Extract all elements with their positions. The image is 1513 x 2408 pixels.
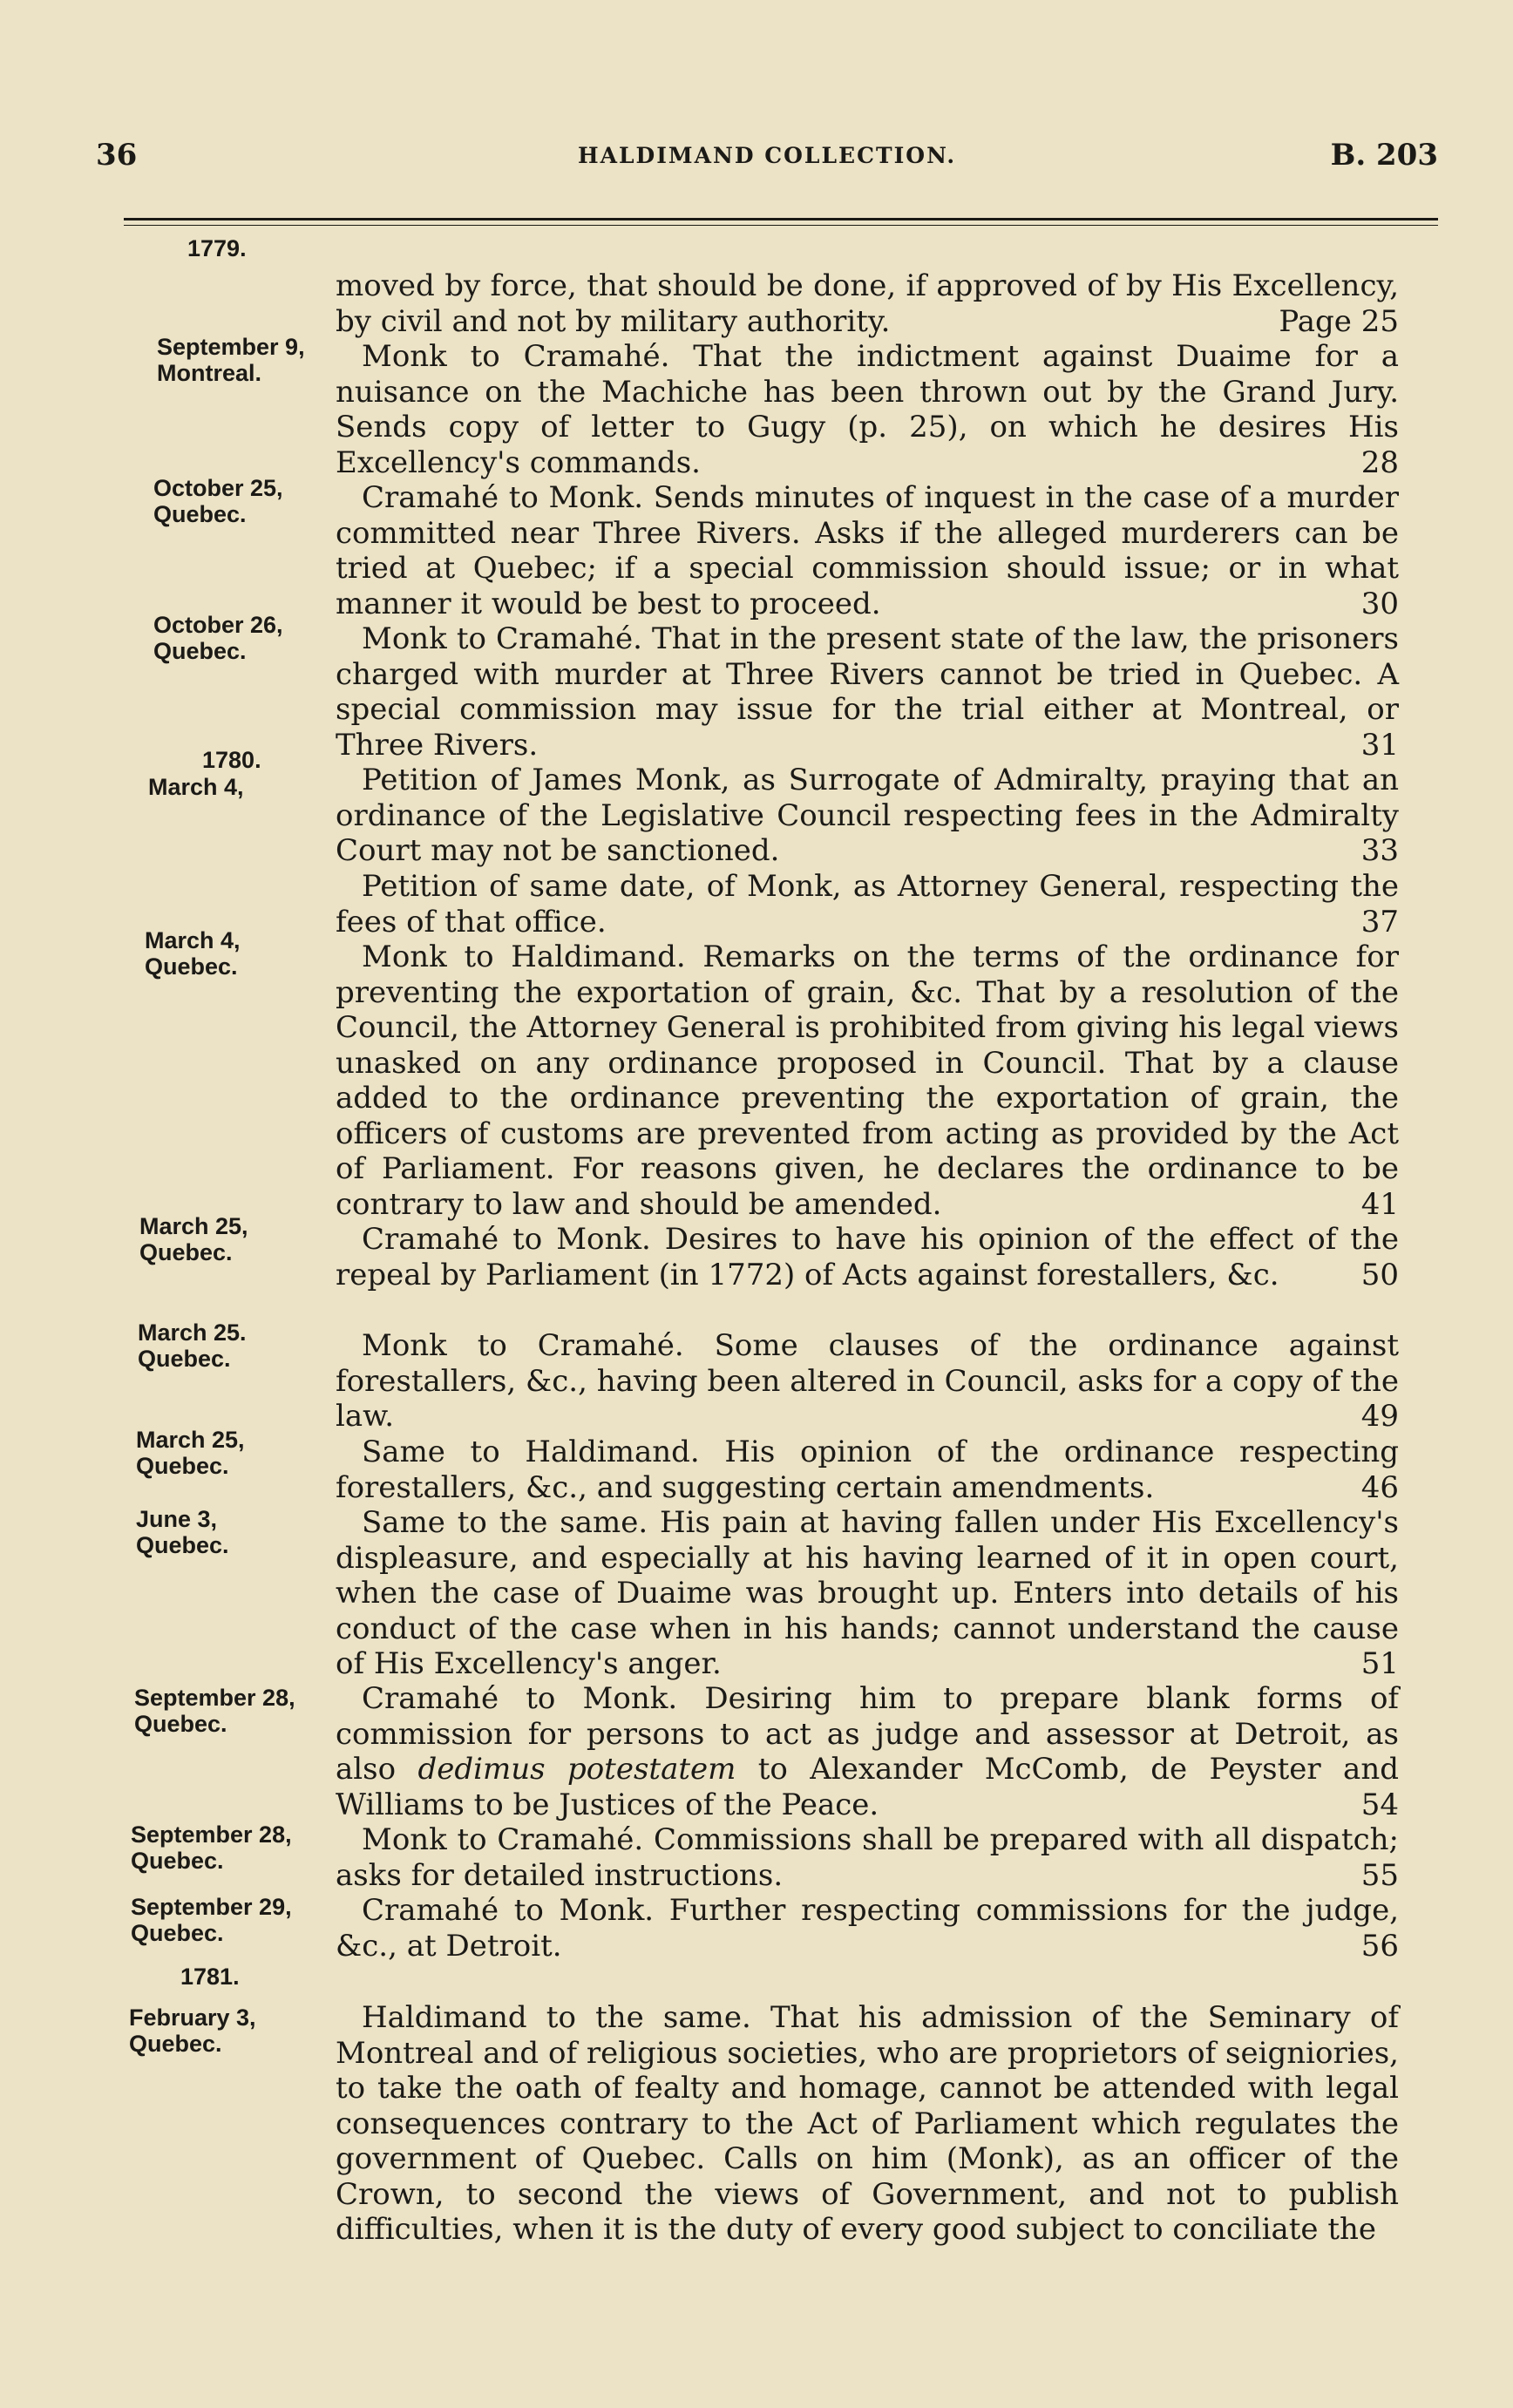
volume-reference: B. 203: [1330, 138, 1438, 173]
margin-date: October 25, Quebec.: [153, 475, 283, 527]
calendar-entry: Same to the same. His pain at having fallen under His Excellency's displeasure, and especially at his having learned of it in open court, when the case of Duaime was brought up. Enters into details of his conduct of the case when in his hands; cannot understand the cause of His Excellency's anger. 51: [336, 1505, 1399, 1681]
margin-date: March 25. Quebec.: [138, 1319, 247, 1372]
calendar-entry: Monk to Cramahé. Commissions shall be prepared with all dispatch; asks for detailed instructions. 55: [336, 1822, 1399, 1893]
calendar-entry: Monk to Cramahé. That in the present state of the law, the prisoners charged with murder at Three Rivers cannot be tried in Quebec. A special commission may issue for the trial either at Montreal, or Three Rivers. 31: [336, 621, 1399, 763]
page-reference: 30: [1360, 586, 1399, 621]
calendar-entry: Cramahé to Monk. Sends minutes of inquest in the case of a murder committed near Three Rivers. Asks if the alleged murderers can be tried at Quebec; if a special commission should issue; or in what manner it would be best to proceed. 30: [336, 480, 1399, 621]
header-rule-thin: [124, 225, 1438, 226]
page-reference: 50: [1360, 1257, 1399, 1292]
margin-year: 1779.: [187, 235, 247, 261]
calendar-entry: Petition of same date, of Monk, as Attorney General, respecting the fees of that office. 37: [336, 869, 1399, 939]
calendar-entry: Monk to Cramahé. Some clauses of the ordinance against forestallers, &c., having been altered in Council, asks for a copy of the law. 49: [336, 1328, 1399, 1434]
margin-date: June 3, Quebec.: [136, 1506, 229, 1558]
page-reference: 46: [1360, 1469, 1399, 1505]
page-reference: 49: [1360, 1399, 1399, 1434]
page-reference: 41: [1360, 1186, 1399, 1222]
margin-year: 1781.: [180, 1964, 240, 1990]
margin-date: September 9, Montreal.: [157, 334, 305, 386]
margin-date: October 26, Quebec.: [153, 612, 283, 664]
margin-date: February 3, Quebec.: [129, 2004, 256, 2057]
calendar-entry: Haldimand to the same. That his admission of the Seminary of Montreal and of religious societies, who are proprietors of seigniories, to take the oath of fealty and homage, cannot be attended with legal consequences contrary to the Act of Parliament which regulates the government of Quebec. Calls on him (Monk), as an officer of the Crown, to second the views of Government, and not to publish difficulties, when it is the duty of every good subject to conciliate the: [336, 2000, 1399, 2247]
calendar-entry: Monk to Haldimand. Remarks on the terms of the ordinance for preventing the exportation of grain, &c. That by a resolution of the Council, the Attorney General is prohibited from giving his legal views unasked on any ordinance proposed in Council. That by a clause added to the ordinance preventing the exportation of grain, the officers of customs are prevented from acting as provided by the Act of Parliament. For reasons given, he declares the ordinance to be contrary to law and should be amended. 41: [336, 939, 1399, 1222]
page-header: [96, 138, 1438, 181]
calendar-entry: Cramahé to Monk. Desiring him to prepare blank forms of commission for persons to act as judge and assessor at Detroit, as also dedimus potestatem to Alexander McComb, de Peyster and Williams to be Justices of the Peace. 54: [336, 1681, 1399, 1822]
page-reference: 51: [1360, 1646, 1399, 1681]
page-reference: 28: [1360, 444, 1399, 480]
margin-date: March 4,: [148, 774, 244, 800]
calendar-entry: Cramahé to Monk. Further respecting commissions for the judge, &c., at Detroit. 56: [336, 1893, 1399, 1964]
margin-date: March 4, Quebec.: [145, 927, 241, 980]
page-reference: 56: [1360, 1928, 1399, 1964]
page-reference: 33: [1360, 833, 1399, 868]
calendar-entry: Same to Haldimand. His opinion of the ordinance respecting forestallers, &c., and suggesting certain amendments. 46: [336, 1435, 1399, 1505]
calendar-entry: moved by force, that should be done, if approved of by His Excellency, by civil and not by military authority. Page 25: [336, 268, 1399, 339]
running-title: HALDIMAND COLLECTION.: [577, 143, 957, 168]
margin-date: September 29, Quebec.: [131, 1894, 292, 1946]
page-number: 36: [96, 138, 138, 173]
margin-year: 1780.: [202, 747, 261, 773]
calendar-entry: Monk to Cramahé. That the indictment against Duaime for a nuisance on the Machiche has been thrown out by the Grand Jury. Sends copy of letter to Gugy (p. 25), on which he desires His Excellency's commands. 28: [336, 339, 1399, 480]
page-reference: 54: [1360, 1787, 1399, 1822]
margin-date: March 25, Quebec.: [139, 1213, 248, 1265]
page-reference: Page 25: [1279, 303, 1399, 339]
page-reference: 55: [1360, 1857, 1399, 1893]
page-reference: 31: [1360, 727, 1399, 763]
calendar-entry: Cramahé to Monk. Desires to have his opinion of the effect of the repeal by Parliament (in 1772) of Acts against forestallers, &c. 50: [336, 1222, 1399, 1292]
margin-date: September 28, Quebec.: [131, 1821, 292, 1874]
calendar-entry: Petition of James Monk, as Surrogate of Admiralty, praying that an ordinance of the Legislative Council respecting fees in the Admiralty Court may not be sanctioned. 33: [336, 763, 1399, 868]
page-reference: 37: [1360, 904, 1399, 939]
margin-date: March 25, Quebec.: [136, 1427, 245, 1479]
header-rule-thick: [124, 218, 1438, 220]
margin-date: September 28, Quebec.: [134, 1685, 295, 1737]
